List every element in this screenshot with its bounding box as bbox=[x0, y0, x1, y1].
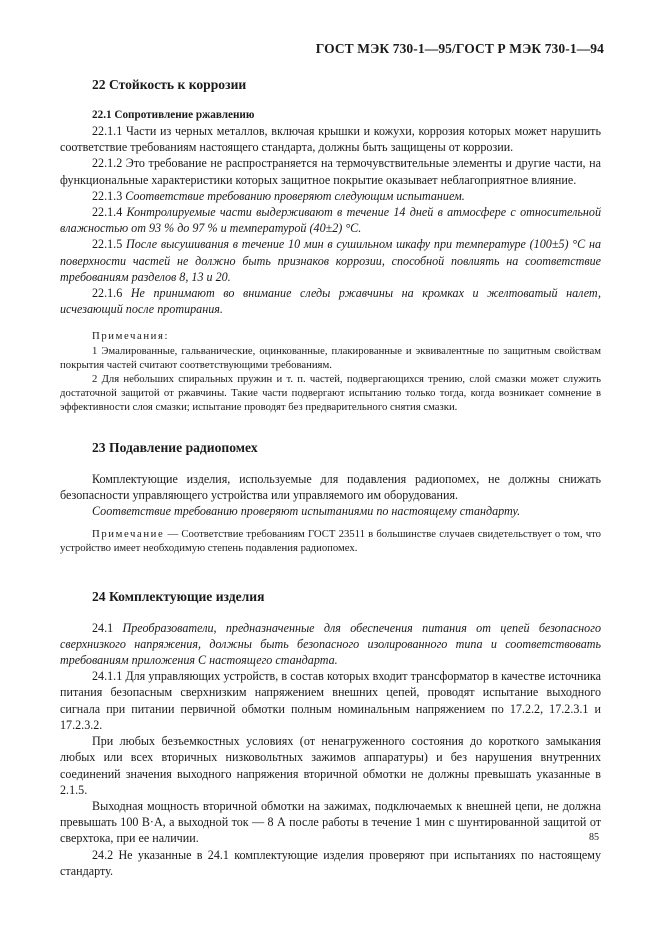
section-24-title: 24 Комплектующие изделия bbox=[92, 588, 265, 604]
page-content bbox=[60, 70, 601, 879]
para-22-1-2: 22.1.2 Это требование не распространяется на термочувствительные элементы и другие части, на функциональные характеристики которых защитное покрытие оказывает неблагоприятное влияние. bbox=[60, 156, 601, 187]
para-24-1: 24.1 Преобразователи, предназначенные для обеспечения питания от цепей безопасного сверхнизкого напряжения, должны быть безопасного изолированного типа и соответствовать требованиям приложения С настоящего стандарта. bbox=[60, 620, 601, 668]
section-22-title: 22 Стойкость к коррозии bbox=[92, 77, 247, 92]
document-header: ГОСТ МЭК 730-1—95/ГОСТ Р МЭК 730-1—94 bbox=[315, 41, 604, 56]
note-1: 1 Эмалированные, гальванические, оцинкованные, плакированные и эквивалентные по защитным свойствам покрытия частей считают соответствующими требованиям. bbox=[60, 344, 601, 371]
subsection-22-1-title: 22.1 Сопротивление ржавлению bbox=[92, 109, 255, 121]
para-22-1-1: 22.1.1 Части из черных металлов, включая крышки и кожухи, коррозия которых может нарушить соответствие требованиям настоящего стандарта, должны быть защищены от коррозии. bbox=[60, 124, 601, 155]
para-24-1-1-cont: При любых безъемкостных условиях (от ненагруженного состояния до короткого замыкания любых или всех вторичных низковольтных зажимов аппаратуры) и без нарушения внутренних соединений значения выходного напряжения вторичной обмотки не должны превышать указанные в 2.1.5. bbox=[60, 734, 601, 797]
para-22-1-5: 22.1.5 После высушивания в течение 10 мин в сушильном шкафу при температуре (100±5) °С на поверхности частей не должно быть признаков коррозии, способной повлиять на соответствие требованиям разделов 8, 13 и 20. bbox=[60, 237, 601, 284]
page-number: 85 bbox=[589, 832, 599, 843]
para-23-1: Комплектующие изделия, используемые для подавления радиопомех, не должны снижать безопасности управляющего устройства или управляемого им оборудования. bbox=[60, 471, 601, 502]
para-22-1-4: 22.1.4 Контролируемые части выдерживают в течение 14 дней в атмосфере с относительной влажностью от 93 % до 97 % и температурой (40±2) °С. bbox=[60, 205, 601, 236]
note-23: Примечание — Соответствие требованиям ГОСТ 23511 в большинстве случаев свидетельствует о том, что устройство имеет необходимую степень подавления радиопомех. bbox=[60, 528, 601, 555]
para-22-1-6: 22.1.6 Не принимают во внимание следы ржавчины на кромках и желтоватый налет, исчезающий после протирания. bbox=[60, 286, 601, 317]
para-24-1-1: 24.1.1 Для управляющих устройств, в состав которых входит трансформатор в качестве источника питания безопасным сверхнизким напряжением внешних цепей, проводят испытание выходного сигнала при питании первичной обмотки полным номинальным напряжением по 17.2.2, 17.2.3.1 и 17.2.3.2. bbox=[60, 669, 601, 732]
para-23-2: Соответствие требованию проверяют испытаниями по настоящему стандарту. bbox=[92, 504, 521, 519]
para-22-1-3: 22.1.3 Соответствие требованию проверяют следующим испытанием. bbox=[92, 188, 465, 203]
note-2: 2 Для небольших спиральных пружин и т. п. частей, подвергающихся трению, слой смазки может служить достаточной защитой от ржавчины. Такие части подвергают испытанию только тогда, когда возникает сомнение в эффективности слоя смазки; испытание проводят без предварительного снятия смазки. bbox=[60, 373, 601, 414]
para-24-1-1-power: Выходная мощность вторичной обмотки на зажимах, подключаемых к внешней цепи, не должна превышать 100 В·А, а выходной ток — 8 А после работы в течение 1 мин с шунтированной защитой от сверхтока, при ее наличии. bbox=[60, 798, 601, 846]
para-24-2: 24.2 Не указанные в 24.1 комплектующие изделия проверяют при испытаниях по настоящему стандарту. bbox=[60, 847, 601, 878]
section-23-title: 23 Подавление радиопомех bbox=[92, 439, 258, 455]
notes-title: Примечания: bbox=[92, 330, 170, 343]
